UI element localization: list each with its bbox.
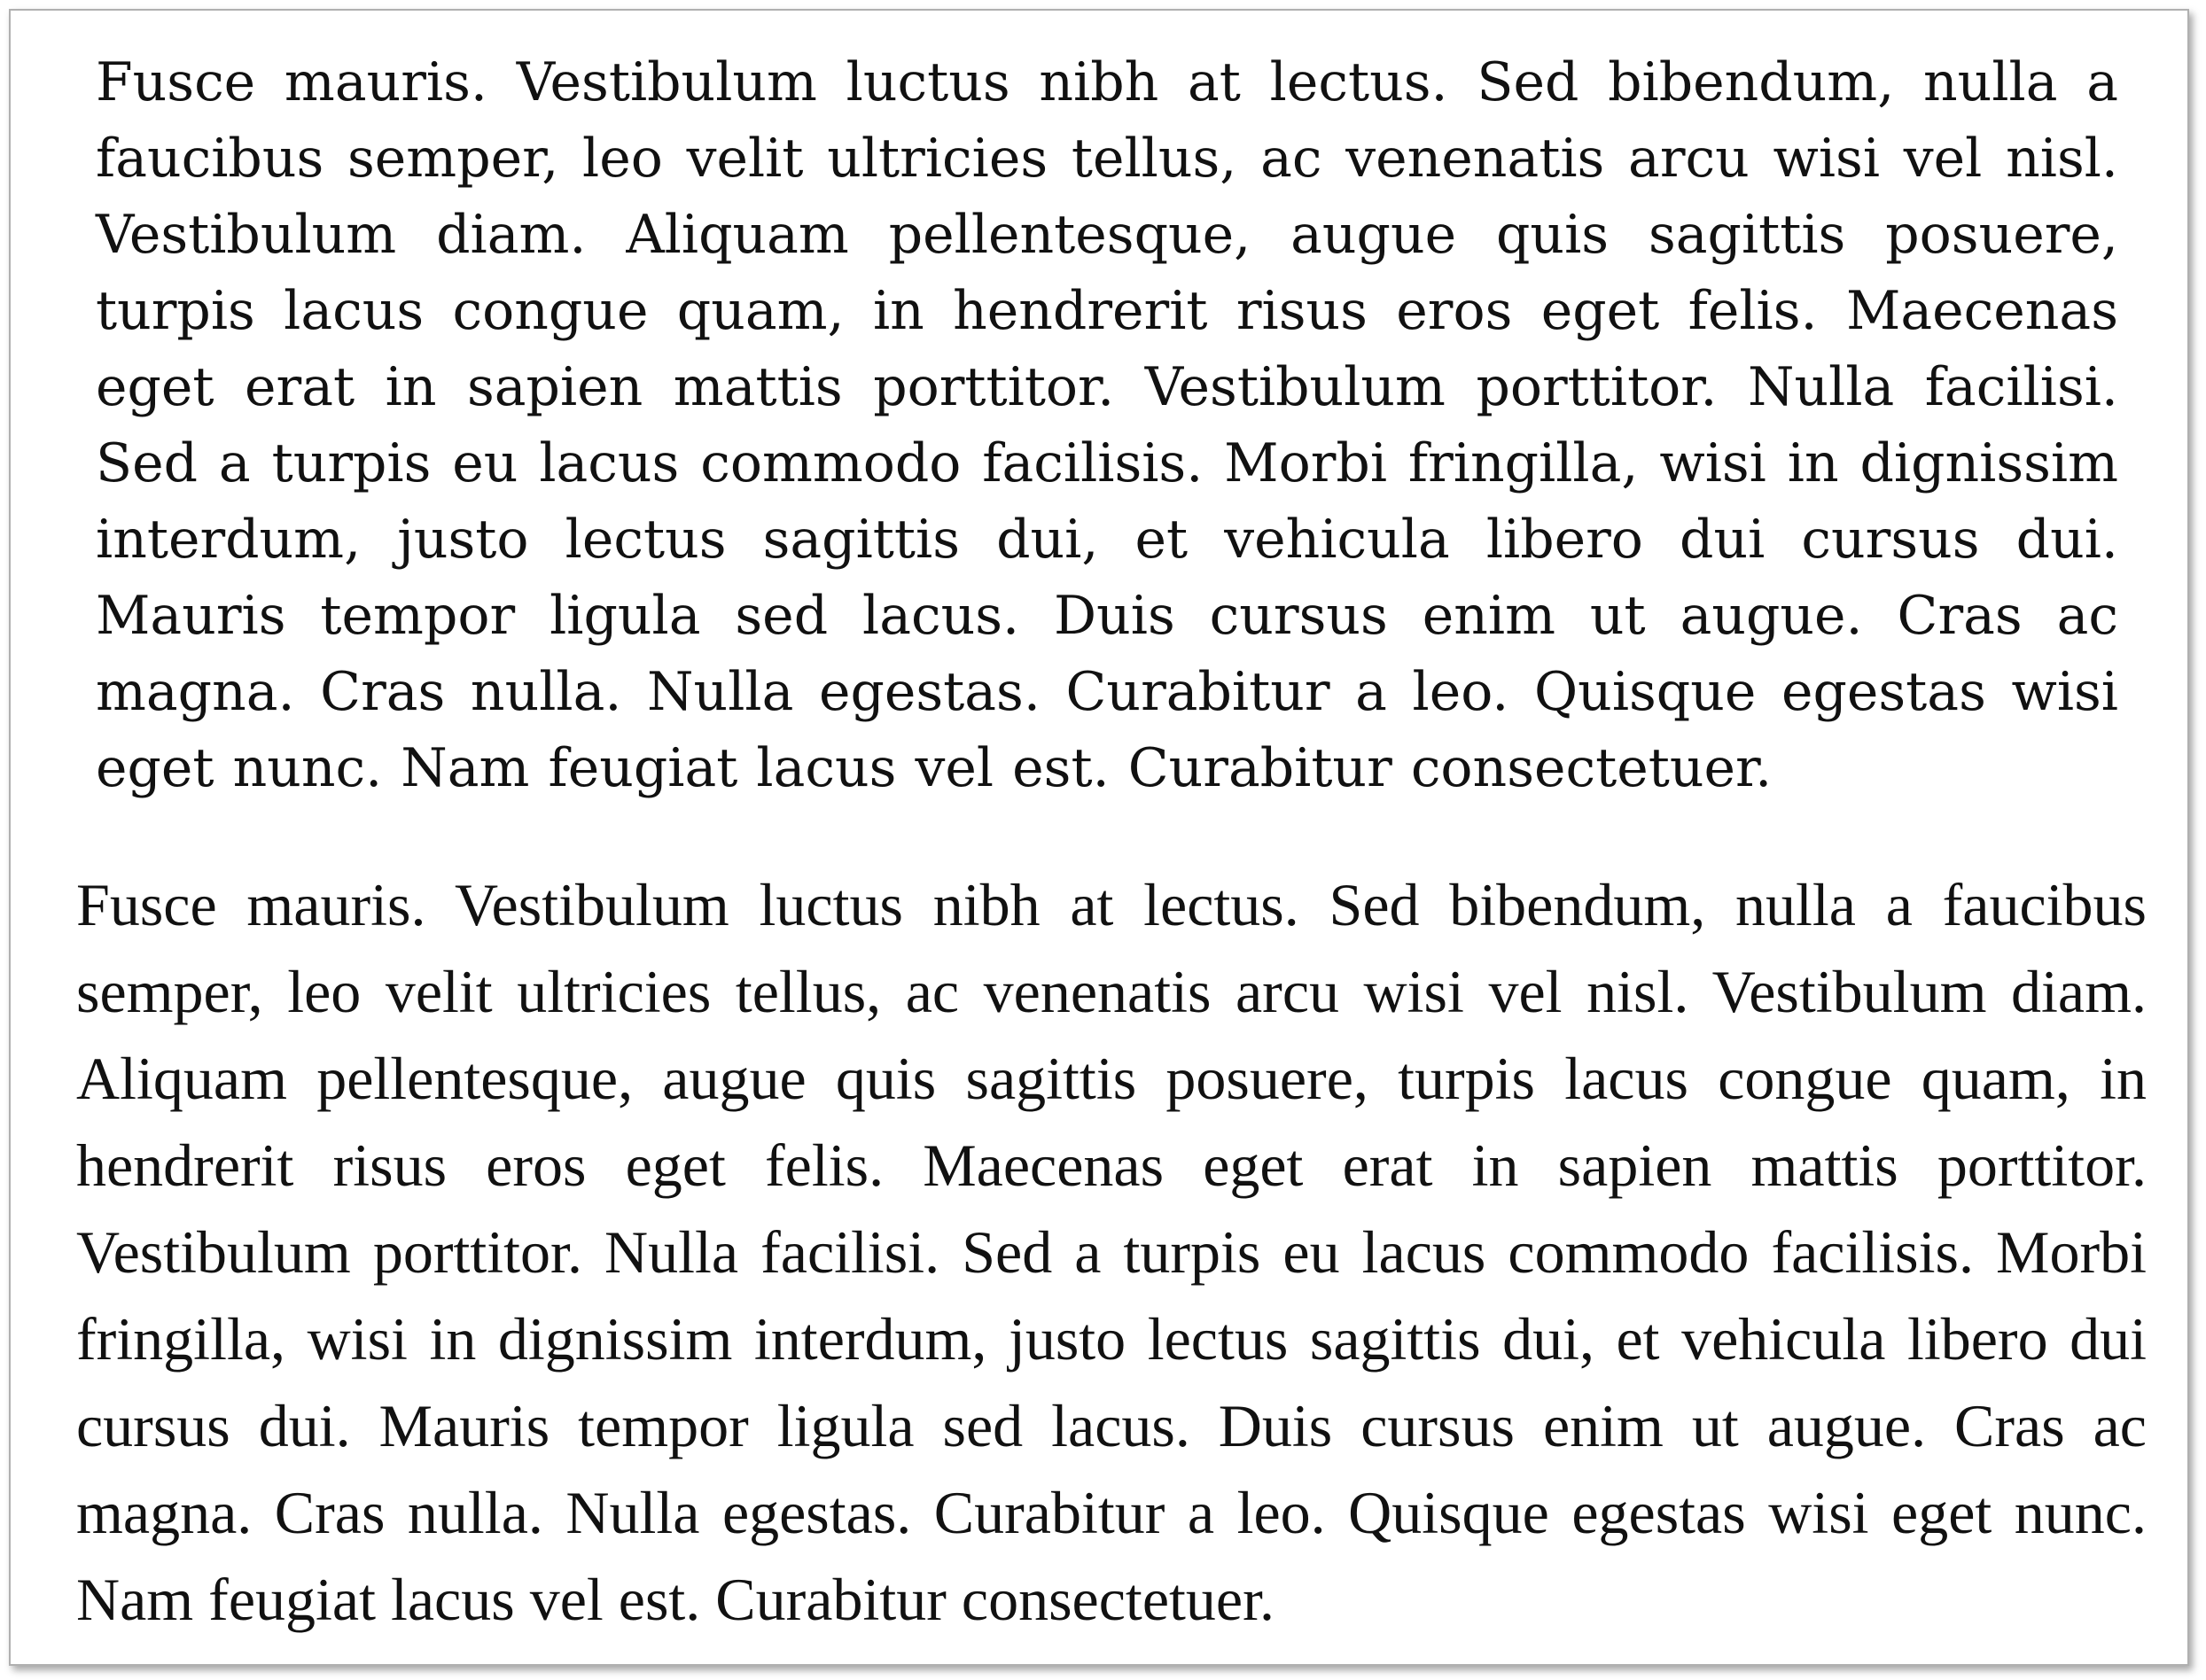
paragraph-1: Fusce mauris. Vestibulum luctus nibh at lectus. Sed bibendum, nulla a faucibus semper, leo velit ultricies tellus, ac venenatis arcu wisi vel nisl. Vestibulum diam. Aliquam pellentesque, augue quis sagittis posuere, turpis lacus congue quam, in hendrerit risus eros eget felis. Maecenas eget erat in sapien mattis porttitor. Vestibulum porttitor. Nulla facilisi. Sed a turpis eu lacus commodo facilisis. Morbi fringilla, wisi in dignissim interdum, justo lectus sagittis dui, et vehicula libero dui cursus dui. Mauris tempor ligula sed lacus. Duis cursus enim ut augue. Cras ac magna. Cras nulla. Nulla egestas. Curabitur a leo. Quisque egestas wisi eget nunc. Nam feugiat lacus vel est. Curabitur consectetuer. — [96, 51, 2118, 799]
document-page — [9, 9, 2189, 1666]
paragraph-2: Fusce mauris. Vestibulum luctus nibh at lectus. Sed bibendum, nulla a faucibus semper, leo velit ultricies tellus, ac venenatis arcu wisi vel nisl. Vestibulum diam. Aliquam pellentesque, augue quis sagittis posuere, turpis lacus congue quam, in hendrerit risus eros eget felis. Maecenas eget erat in sapien mattis porttitor. Vestibulum porttitor. Nulla facilisi. Sed a turpis eu lacus commodo facilisis. Morbi fringilla, wisi in dignissim interdum, justo lectus sagittis dui, et vehicula libero dui cursus dui. Mauris tempor ligula sed lacus. Duis cursus enim ut augue. Cras ac magna. Cras nulla. Nulla egestas. Curabitur a leo. Quisque egestas wisi eget nunc. Nam feugiat lacus vel est. Curabitur consectetuer. — [76, 871, 2147, 1633]
